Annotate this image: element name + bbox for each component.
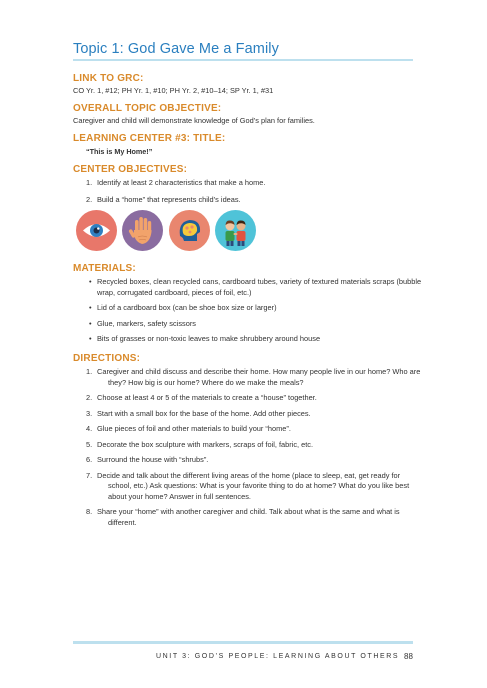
objective-heading: OVERALL TOPIC OBJECTIVE: <box>73 103 222 114</box>
footer-unit: UNIT 3: GOD’S PEOPLE: LEARNING ABOUT OTHERS <box>156 653 400 660</box>
list-item: • Glue, markers, safety scissors <box>89 318 196 328</box>
link-text: CO Yr. 1, #12; PH Yr. 1, #10; PH Yr. 2, #10–14; SP Yr. 1, #31 <box>73 86 274 95</box>
link-heading: LINK TO GRC: <box>73 73 144 84</box>
head-icon <box>169 210 210 251</box>
list-item: 7. Decide and talk about the different living areas of the home (place to sleep, eat, get ready for school, etc.) Ask questions: What is your favorite thing to do at home? What do you like best about your home? Answer in full sentences. <box>86 470 410 501</box>
list-item: • Lid of a cardboard box (can be shoe box size or larger) <box>89 303 277 312</box>
list-item: 3. Start with a small box for the base of the home. Add other pieces. <box>86 408 311 418</box>
learning-center-heading: LEARNING CENTER #3: TITLE: <box>73 133 226 144</box>
eye-icon <box>76 210 117 251</box>
children-icon <box>215 210 256 251</box>
list-item: 1. Caregiver and child discuss and describe their home. How many people live in our home? Who are they? How big is our home? Where do we make the meals? <box>86 367 421 387</box>
hand-icon <box>122 210 163 251</box>
list-item: • Bits of grasses or non-toxic leaves to make shrubbery around house <box>89 334 321 343</box>
directions-heading: DIRECTIONS: <box>73 353 141 364</box>
title-divider <box>73 59 413 61</box>
center-objectives-list <box>86 178 266 205</box>
list-item: 1. Identify at least 2 characteristics that make a home. <box>86 178 266 187</box>
center-objectives-heading: CENTER OBJECTIVES: <box>73 164 188 175</box>
materials-list <box>89 277 422 345</box>
list-item: 2. Build a “home” that represents child’s ideas. <box>86 194 241 204</box>
list-item: • Recycled boxes, clean recycled cans, cardboard tubes, variety of textured materials scraps (bubble wrap, corrugated cardboard, pieces of foil, etc.) <box>89 277 422 297</box>
page-title: Topic 1: God Gave Me a Family <box>73 41 279 57</box>
list-item: 5. Decorate the box sculpture with markers, scraps of foil, fabric, etc. <box>86 439 314 449</box>
list-item: 2. Choose at least 4 or 5 of the materials to create a “house” together. <box>86 393 317 402</box>
list-item: 6. Surround the house with “shrubs”. <box>86 455 209 464</box>
materials-heading: MATERIALS: <box>73 263 136 274</box>
list-item: 8. Share your “home” with another caregiver and child. Talk about what is the same and what is different. <box>86 507 400 527</box>
objective-text: Caregiver and child will demonstrate knowledge of God’s plan for families. <box>73 116 315 125</box>
page-number: 88 <box>404 652 413 661</box>
learning-center-title: “This is My Home!” <box>86 147 153 156</box>
list-item: 4. Glue pieces of foil and other materials to build your “home”. <box>86 424 291 433</box>
footer-divider <box>73 641 413 644</box>
directions-list <box>86 367 421 528</box>
